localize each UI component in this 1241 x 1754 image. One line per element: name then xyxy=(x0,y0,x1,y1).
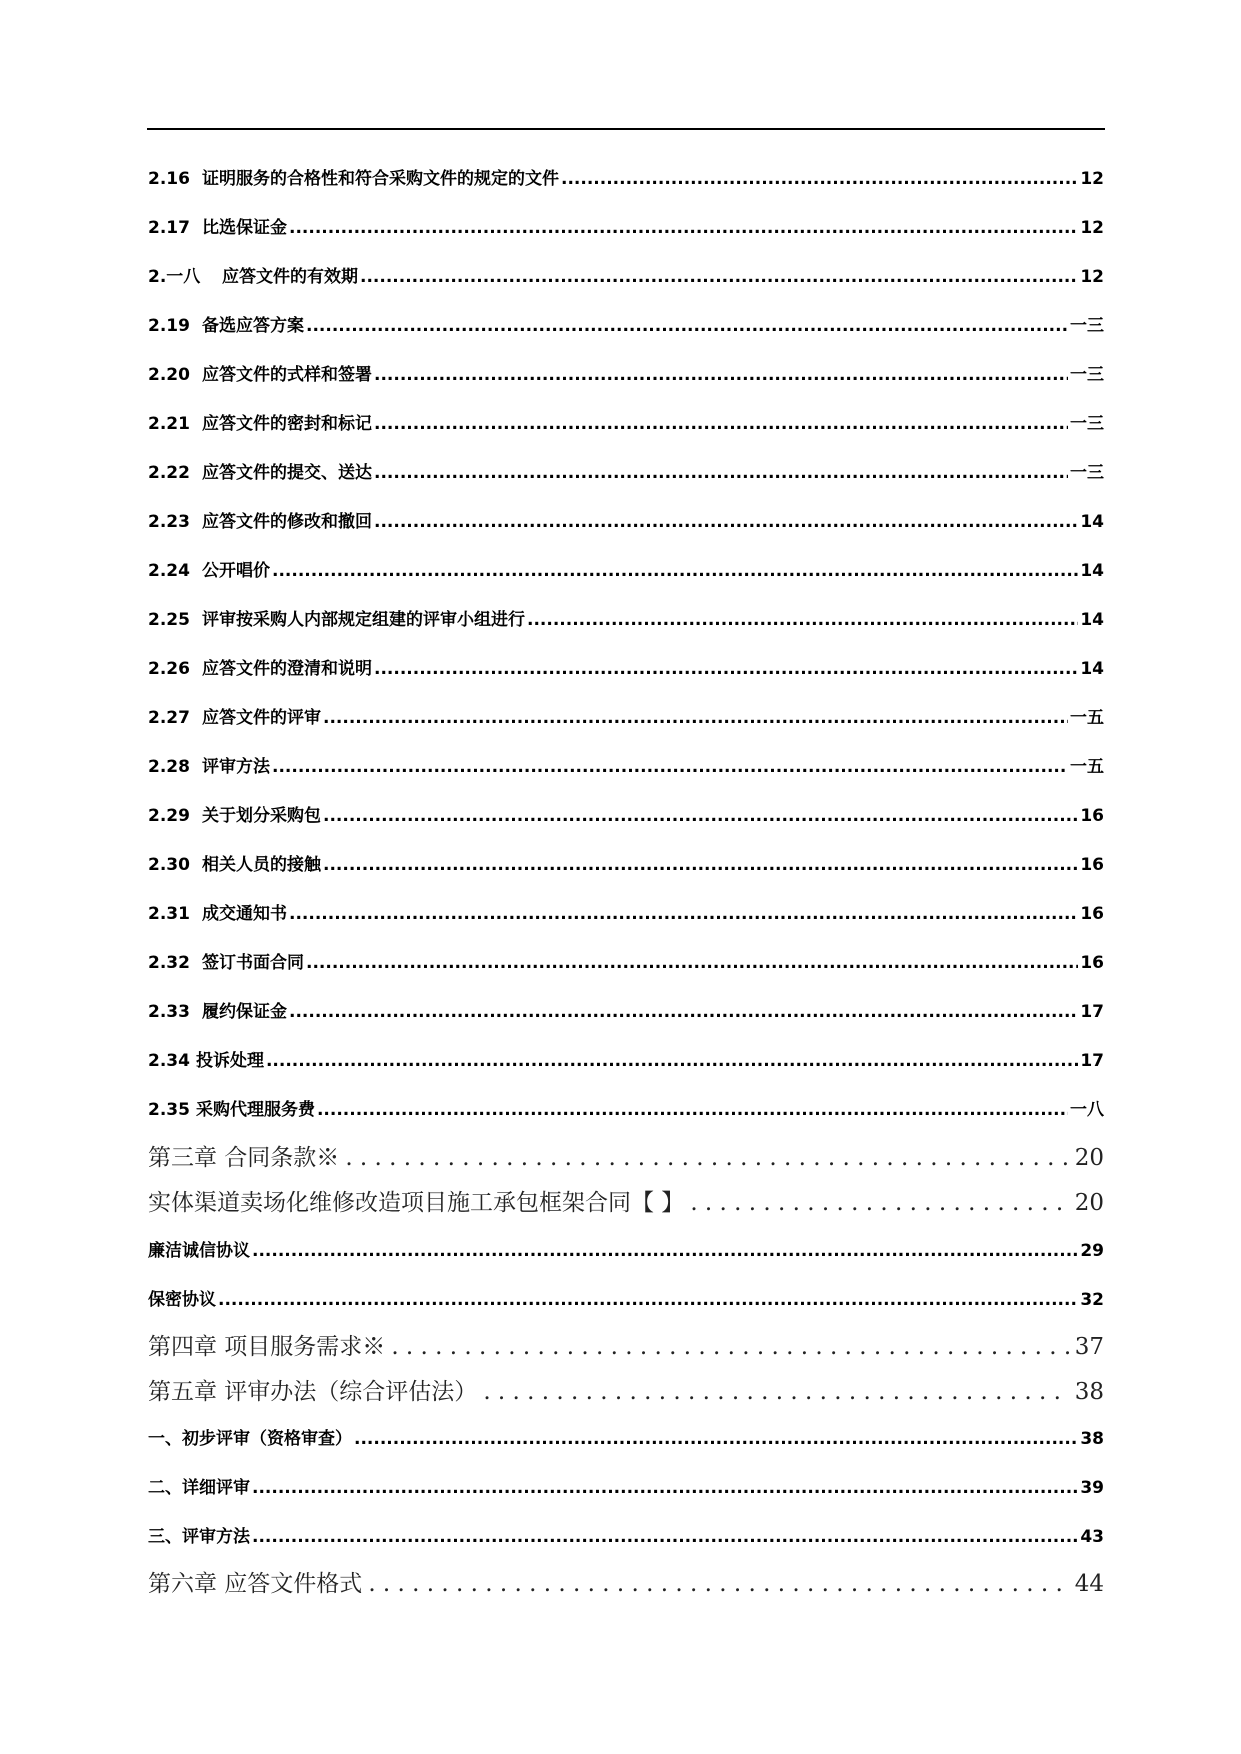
toc-leader-dots xyxy=(374,659,1078,679)
toc-entry-chapter-5[interactable] xyxy=(148,1373,1104,1406)
toc-entry-page: 12 xyxy=(1080,267,1104,287)
toc-leader-dots xyxy=(374,365,1068,385)
toc-entry-title: 二、详细评审 xyxy=(148,1478,250,1498)
toc-entry-chapter-3[interactable] xyxy=(148,1139,1104,1172)
toc-entry-integrity-agreement[interactable] xyxy=(148,1236,1104,1261)
toc-entry-number: 2.28 xyxy=(148,757,190,777)
toc-leader-dots xyxy=(323,708,1068,728)
toc-entry-title: 应答文件的修改和撤回 xyxy=(202,512,372,532)
toc-entry-2-32[interactable] xyxy=(148,948,1104,973)
toc-entry-page: 37 xyxy=(1074,1334,1104,1360)
toc-entry-number: 2.32 xyxy=(148,953,190,973)
toc-entry-chapter-6[interactable] xyxy=(148,1565,1104,1598)
toc-entry-2-35[interactable] xyxy=(148,1095,1104,1120)
toc-entry-title: 成交通知书 xyxy=(202,904,287,924)
toc-leader-dots xyxy=(374,512,1078,532)
toc-entry-confidentiality-agreement[interactable] xyxy=(148,1285,1104,1310)
toc-entry-number: 2.31 xyxy=(148,904,190,924)
toc-entry-page: 一五 xyxy=(1070,708,1104,728)
toc-entry-page: 16 xyxy=(1080,904,1104,924)
toc-entry-page: 32 xyxy=(1080,1290,1104,1310)
toc-entry-title: 第五章 评审办法（综合评估法） xyxy=(148,1379,478,1405)
toc-entry-number: 2.17 xyxy=(148,218,190,238)
toc-entry-number: 2.16 xyxy=(148,169,190,189)
toc-leader-dots xyxy=(266,1051,1078,1071)
toc-entry-title: 应答文件的提交、送达 xyxy=(202,463,372,483)
toc-entry-title: 第四章 项目服务需求※ xyxy=(148,1334,386,1360)
toc-leader-dots xyxy=(252,1527,1078,1547)
toc-entry-chapter-4[interactable] xyxy=(148,1328,1104,1361)
toc-entry-page: 14 xyxy=(1080,610,1104,630)
toc-leader-dots xyxy=(374,463,1068,483)
toc-entry-page: 43 xyxy=(1080,1527,1104,1547)
toc-entry-title: 评审按采购人内部规定组建的评审小组进行 xyxy=(202,610,525,630)
toc-entry-number: 2.34 xyxy=(148,1051,190,1071)
toc-entry-title: 履约保证金 xyxy=(202,1002,287,1022)
toc-leader-dots xyxy=(272,561,1078,581)
toc-entry-framework-contract[interactable] xyxy=(148,1184,1104,1217)
toc-entry-page: 12 xyxy=(1080,169,1104,189)
toc-entry-page: 一五 xyxy=(1070,757,1104,777)
toc-entry-number: 2.一八 xyxy=(148,267,201,287)
toc-entry-page: 29 xyxy=(1080,1241,1104,1261)
toc-entry-page: 一三 xyxy=(1070,365,1104,385)
toc-entry-page: 16 xyxy=(1080,855,1104,875)
toc-entry-title: 应答文件的有效期 xyxy=(222,267,358,287)
toc-leader-dots xyxy=(317,1100,1068,1120)
toc-entry-preliminary-review[interactable] xyxy=(148,1424,1104,1449)
toc-entry-2-25[interactable] xyxy=(148,605,1104,630)
toc-entry-title: 一、初步评审（资格审查） xyxy=(148,1429,352,1449)
toc-entry-2-31[interactable] xyxy=(148,899,1104,924)
toc-leader-dots xyxy=(345,1145,1068,1171)
toc-entry-number: 2.35 xyxy=(148,1100,190,1120)
toc-entry-page: 16 xyxy=(1080,806,1104,826)
toc-entry-title: 公开唱价 xyxy=(202,561,270,581)
toc-entry-2-16[interactable] xyxy=(148,164,1104,189)
toc-leader-dots xyxy=(289,1002,1078,1022)
toc-entry-title: 三、评审方法 xyxy=(148,1527,250,1547)
toc-entry-2-30[interactable] xyxy=(148,850,1104,875)
toc-entry-title: 应答文件的澄清和说明 xyxy=(202,659,372,679)
toc-entry-title: 相关人员的接触 xyxy=(202,855,321,875)
toc-leader-dots xyxy=(306,953,1078,973)
toc-entry-number: 2.21 xyxy=(148,414,190,434)
toc-entry-2-18[interactable] xyxy=(148,262,1104,287)
toc-entry-page: 39 xyxy=(1080,1478,1104,1498)
toc-entry-2-24[interactable] xyxy=(148,556,1104,581)
toc-entry-number: 2.30 xyxy=(148,855,190,875)
toc-entry-review-method[interactable] xyxy=(148,1522,1104,1547)
toc-entry-page: 一八 xyxy=(1070,1100,1104,1120)
toc-entry-page: 44 xyxy=(1074,1571,1104,1597)
toc-entry-2-19[interactable] xyxy=(148,311,1104,336)
toc-entry-title: 备选应答方案 xyxy=(202,316,304,336)
toc-entry-number: 2.27 xyxy=(148,708,190,728)
toc-entry-detailed-review[interactable] xyxy=(148,1473,1104,1498)
toc-entry-title: 关于划分采购包 xyxy=(202,806,321,826)
toc-leader-dots xyxy=(354,1429,1078,1449)
toc-entry-number: 2.25 xyxy=(148,610,190,630)
toc-entry-page: 14 xyxy=(1080,512,1104,532)
toc-leader-dots xyxy=(289,904,1078,924)
toc-entry-page: 17 xyxy=(1080,1002,1104,1022)
toc-entry-page: 一三 xyxy=(1070,316,1104,336)
toc-entry-page: 20 xyxy=(1074,1190,1104,1216)
toc-leader-dots xyxy=(218,1290,1078,1310)
toc-entry-page: 12 xyxy=(1080,218,1104,238)
toc-entry-title: 应答文件的式样和签署 xyxy=(202,365,372,385)
toc-entry-2-21[interactable] xyxy=(148,409,1104,434)
toc-leader-dots xyxy=(252,1478,1078,1498)
toc-entry-page: 一三 xyxy=(1070,463,1104,483)
toc-leader-dots xyxy=(252,1241,1078,1261)
toc-leader-dots xyxy=(561,169,1078,189)
toc-leader-dots xyxy=(374,414,1068,434)
toc-leader-dots xyxy=(323,806,1078,826)
toc-entry-number: 2.33 xyxy=(148,1002,190,1022)
toc-entry-page: 20 xyxy=(1074,1145,1104,1171)
toc-entry-title: 比选保证金 xyxy=(202,218,287,238)
toc-entry-page: 38 xyxy=(1080,1429,1104,1449)
toc-entry-2-28[interactable] xyxy=(148,752,1104,777)
toc-entry-page: 38 xyxy=(1074,1379,1104,1405)
toc-entry-title: 第六章 应答文件格式 xyxy=(148,1571,363,1597)
toc-entry-title: 第三章 合同条款※ xyxy=(148,1145,340,1171)
toc-entry-2-20[interactable] xyxy=(148,360,1104,385)
toc-leader-dots xyxy=(272,757,1068,777)
toc-entry-number: 2.24 xyxy=(148,561,190,581)
toc-entry-2-33[interactable] xyxy=(148,997,1104,1022)
toc-entry-2-22[interactable] xyxy=(148,458,1104,483)
header-rule xyxy=(147,128,1105,130)
toc-entry-2-34[interactable] xyxy=(148,1046,1104,1071)
toc-entry-title: 评审方法 xyxy=(202,757,270,777)
toc-leader-dots xyxy=(527,610,1078,630)
toc-entry-title: 应答文件的评审 xyxy=(202,708,321,728)
toc-leader-dots xyxy=(360,267,1078,287)
toc-entry-2-27[interactable] xyxy=(148,703,1104,728)
toc-entry-number: 2.23 xyxy=(148,512,190,532)
toc-entry-page: 16 xyxy=(1080,953,1104,973)
toc-entry-page: 14 xyxy=(1080,561,1104,581)
toc-entry-number: 2.29 xyxy=(148,806,190,826)
toc-entry-title: 投诉处理 xyxy=(195,1051,264,1071)
toc-entry-number: 2.22 xyxy=(148,463,190,483)
toc-entry-title: 证明服务的合格性和符合采购文件的规定的文件 xyxy=(202,169,559,189)
toc-entry-number: 2.20 xyxy=(148,365,190,385)
toc-leader-dots xyxy=(306,316,1068,336)
toc-entry-2-29[interactable] xyxy=(148,801,1104,826)
toc-entry-title: 保密协议 xyxy=(148,1290,216,1310)
toc-entry-2-26[interactable] xyxy=(148,654,1104,679)
toc-entry-number: 2.26 xyxy=(148,659,190,679)
toc-entry-page: 一三 xyxy=(1070,414,1104,434)
toc-entry-2-23[interactable] xyxy=(148,507,1104,532)
toc-entry-2-17[interactable] xyxy=(148,213,1104,238)
toc-leader-dots xyxy=(483,1379,1068,1405)
toc-entry-title: 签订书面合同 xyxy=(202,953,304,973)
toc-entry-title: 应答文件的密封和标记 xyxy=(202,414,372,434)
toc-entry-title: 廉洁诚信协议 xyxy=(148,1241,250,1261)
toc-entry-title: 实体渠道卖场化维修改造项目施工承包框架合同【 】 xyxy=(148,1190,685,1216)
toc-entry-number: 2.19 xyxy=(148,316,190,336)
toc-leader-dots xyxy=(391,1334,1068,1360)
toc-leader-dots xyxy=(368,1571,1068,1597)
toc-entry-page: 14 xyxy=(1080,659,1104,679)
toc-leader-dots xyxy=(323,855,1078,875)
toc-leader-dots xyxy=(289,218,1078,238)
toc-entry-page: 17 xyxy=(1080,1051,1104,1071)
toc-leader-dots xyxy=(690,1190,1068,1216)
toc-entry-title: 采购代理服务费 xyxy=(195,1100,315,1120)
